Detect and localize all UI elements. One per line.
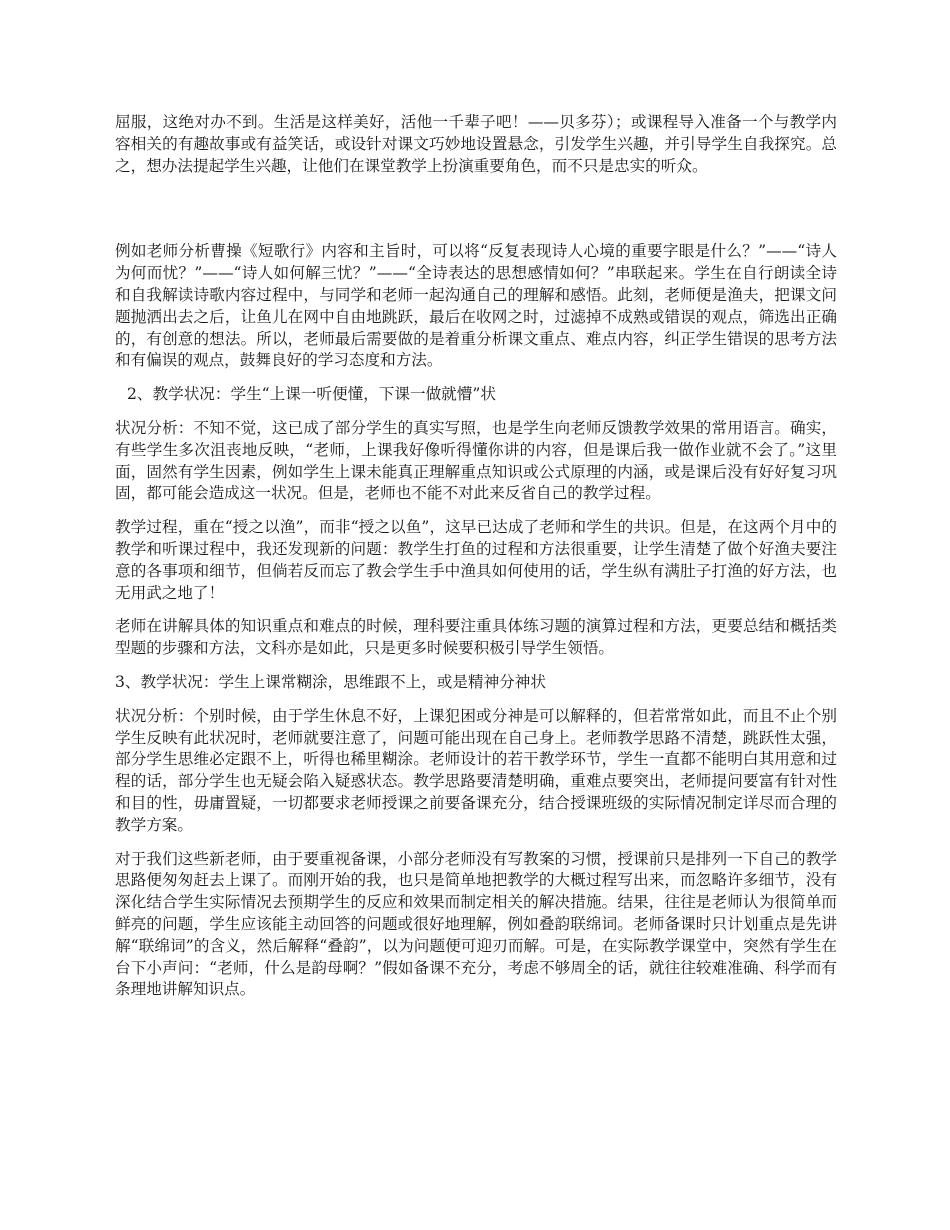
paragraph-new-teachers: 对于我们这些新老师，由于要重视备课，小部分老师没有写教案的习惯，授课前只是排列一下自己的教学思路便匆匆赶去上课了。而刚开始的我，也只是简单地把教学的大概过程写出来，而忽略许多细节，没有深化结合学生实际情况去预期学生的反应和效果而制定相关的解决措施。结果，往往是老师认为很简单而鲜亮的问题，学生应该能主动回答的问题或很好地理解，例如叠韵联绵词。老师备课时只计划重点是先讲解“联绵词”的含义，然后解释“叠韵”，以为问题便可迎刃而解。可是，在实际教学课堂中，突然有学生在台下小声问：“老师，什么是韵母啊？”假如备课不充分，考虑不够周全的话，就往往较难准确、科学而有条理地讲解知识点。 [115, 849, 837, 999]
section-heading-2: 2、教学状况：学生“上课一听便懂，下课一做就懵”状 [127, 385, 496, 404]
paragraph-analysis-3: 状况分析：个别时候，由于学生休息不好，上课犯困或分神是可以解释的，但若常常如此，而且不止个别学生反映有此状况时，老师就要注意了，问题可能出现在自己身上。老师教学思路不清楚，跳跃性太强，部分学生思维必定跟不上，听得也稀里糊涂。老师设计的若干教学环节，学生一直都不能明白其用意和过程的话，部分学生也无疑会陷入疑惑状态。教学思路要清楚明确，重难点要突出，老师提问要富有针对性和目的性，毋庸置疑，一切都要求老师授课之前要备课充分，结合授课班级的实际情况制定详尽而合理的教学方案。 [115, 706, 837, 834]
document-body [115, 112, 837, 1001]
section-heading-3: 3、教学状况：学生上课常糊涂，思维跟不上，或是精神分神状 [115, 672, 546, 691]
paragraph-key-points: 老师在讲解具体的知识重点和难点的时候，理科要注重具体练习题的演算过程和方法，更要总结和概括类型题的步骤和方法，文科亦是如此，只是更多时候要积极引导学生领悟。 [115, 617, 837, 658]
paragraph-analysis-2: 状况分析：不知不觉，这已成了部分学生的真实写照，也是学生向老师反馈教学效果的常用语言。确实，有些学生多次沮丧地反映，“老师，上课我好像听得懂你讲的内容，但是课后我一做作业就不会了。”这里面，固然有学生因素，例如学生上课未能真正理解重点知识或公式原理的内涵，或是课后没有好好复习巩固，都可能会造成这一状况。但是，老师也不能不对此来反省自己的教学过程。 [115, 418, 837, 503]
paragraph-example-short-song: 例如老师分析曹操《短歌行》内容和主旨时，可以将“反复表现诗人心境的重要字眼是什么？”——“诗人为何而忧？”——“诗人如何解三忧？”——“全诗表达的思想感情如何？”串联起来。学生在自行朗读全诗和自我解读诗歌内容过程中，与同学和老师一起沟通自己的理解和感悟。此刻，老师便是渔夫，把课文问题抛洒出去之后，让鱼儿在网中自由地跳跃，最后在收网之时，过滤掉不成熟或错误的观点，筛选出正确的，有创意的想法。所以，老师最后需要做的是着重分析课文重点、难点内容，纠正学生错误的思考方法和有偏误的观点，鼓舞良好的学习态度和方法。 [115, 242, 837, 370]
paragraph-teaching-process: 教学过程，重在“授之以渔”，而非“授之以鱼”，这早已达成了老师和学生的共识。但是，在这两个月中的教学和听课过程中，我还发现新的问题：教学生打鱼的过程和方法很重要，让学生清楚了做个好渔夫要注意的各事项和细节，但倘若反而忘了教会学生手中渔具如何使用的话，学生纵有满肚子打渔的好方法，也无用武之地了！ [115, 518, 837, 602]
paragraph-intro-continuation: 屈服，这绝对办不到。生活是这样美好，活他一千辈子吧！——贝多芬）；或课程导入准备一个与教学内容相关的有趣故事或有益笑话，或设针对课文巧妙地设置悬念，引发学生兴趣，并引导学生自我探究。总之，想办法提起学生兴趣，让他们在课堂教学上扮演重要角色，而不只是忠实的听众。 [115, 113, 837, 175]
